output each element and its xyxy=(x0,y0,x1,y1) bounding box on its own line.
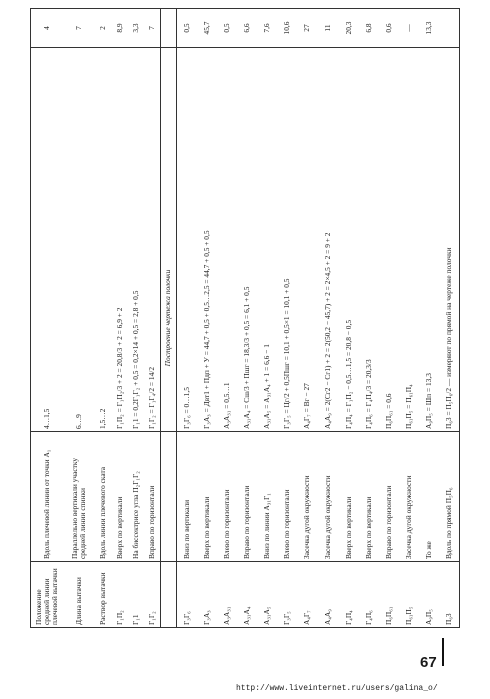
cell-formula: А₃₁А₅ = А₃₁А₄ + 1 = 6,6 − 1 xyxy=(261,344,271,429)
cell-value: — xyxy=(403,24,413,32)
cell-measure: А₄Г₇ xyxy=(301,610,311,625)
cell-direction: Вниз по линии А₃₁Г₁ xyxy=(261,493,271,559)
cell-measure: Положение средней линии плечевой вытачки xyxy=(33,568,60,625)
cell-value: 2 xyxy=(97,26,107,30)
cell-formula: А₄А₉ = 2(Сг2 − Сг1) + 2 = 2(50,2 − 45,7) + 2 = 2×4,5 + 2 = 9 + 2 xyxy=(322,232,332,429)
cell-direction: Засечка дугой окружности xyxy=(301,475,311,559)
cell-direction: На биссектрисе угла П₂Г₁Г₂ xyxy=(130,471,140,559)
cell-direction: Вверх по вертикали xyxy=(343,496,353,559)
cell-formula: Г₁Г₂ = Г₁Г₄/2 = 14/2 xyxy=(146,366,156,429)
cell-direction: Параллельно вертикали участку средней линии спинки xyxy=(69,457,87,559)
cell-direction: То же xyxy=(423,541,433,559)
cell-measure: Г₁Г₂ xyxy=(146,611,156,625)
cell-measure: Г₃Г₅ xyxy=(281,611,291,625)
cell-direction: Вправо по горизонтали xyxy=(146,485,156,559)
cell-value: 0,5 xyxy=(221,23,231,33)
table-row xyxy=(339,8,359,628)
cell-value: 45,7 xyxy=(201,21,211,35)
rotated-table-area xyxy=(30,8,460,628)
cell-measure: А₃А₃₁ xyxy=(221,606,231,625)
footer-url: http://www.liveinternet.ru/users/galina_o/ xyxy=(236,684,438,693)
cell-direction: Засечка дугой окружности xyxy=(322,475,332,559)
row-divider xyxy=(160,8,161,628)
cell-measure: Раствор вытачки xyxy=(97,572,107,625)
cell-formula: Г₃А₃ = Двт1 + Пдп + У = 44,7 + 0,5 + 0,5…2,5 = 44,7 + 0,5 + 0,5 xyxy=(201,230,211,429)
page-number-rule xyxy=(442,638,444,666)
cell-measure: Длина вытачки xyxy=(73,577,83,625)
construction-table xyxy=(30,8,460,628)
cell-measure: П₆3 xyxy=(443,613,453,625)
cell-measure: Г₁1 xyxy=(130,614,140,625)
cell-value xyxy=(439,8,459,48)
table-row xyxy=(439,8,459,628)
cell-formula: П₆П₆₁ = 0,6 xyxy=(383,393,393,429)
cell-value: 11 xyxy=(322,24,332,32)
cell-formula: Г₁1 = 0,2Г₁Г₂ + 0,5 = 0,2×14 + 0,5 = 2,8 + 0,5 xyxy=(130,290,140,429)
cell-direction: Вверх по вертикали xyxy=(114,496,124,559)
table-border-bottom xyxy=(459,8,460,628)
table-row xyxy=(177,8,197,628)
cell-measure: А₃₁А₄ xyxy=(241,606,251,625)
table-row xyxy=(419,8,439,628)
cell-measure: Г₃Г₆ xyxy=(181,611,191,625)
cell-measure: А₄А₉ xyxy=(322,609,332,625)
page-number: 67 xyxy=(420,654,437,671)
cell-value: 8,9 xyxy=(114,23,124,33)
table-row xyxy=(237,8,257,628)
cell-direction: Вверх по вертикали xyxy=(363,496,373,559)
cell-value: 13,3 xyxy=(423,21,433,35)
cell-value: 7 xyxy=(146,26,156,30)
cell-direction: Влево по горизонтали xyxy=(221,489,231,559)
cell-formula: А₃₁А₄ = Сш/3 + Пшг = 18,3/3 + 0,5 = 6,1 + 0,5 xyxy=(241,286,251,429)
cell-value: 4 xyxy=(41,26,51,30)
section-title: Построение чертежа полочки xyxy=(163,269,172,367)
cell-direction: Вправо по горизонтали xyxy=(383,485,393,559)
cell-measure: Г₄П₆ xyxy=(363,610,373,625)
cell-formula: П₆3 = П₅П₆/2 — измеряют по прямой на чертеже полочки xyxy=(443,247,453,429)
table-row xyxy=(317,8,339,628)
cell-measure: П₆₁П₅ xyxy=(403,606,413,625)
cell-measure: Г₄П₄ xyxy=(343,610,353,625)
table-row xyxy=(257,8,277,628)
table-row xyxy=(379,8,399,628)
cell-formula: Г₄П₆ = Г₄П₄/3 = 20,3/3 xyxy=(363,359,373,429)
table-row xyxy=(30,8,64,628)
cell-formula: А₄Г₇ = Вг − 27 xyxy=(301,383,311,429)
cell-measure: П₆П₆₁ xyxy=(383,606,393,625)
cell-formula: 6…9 xyxy=(73,414,83,429)
cell-formula: Г₁П₂ = Г₁П₂/3 + 2 = 20,8/3 + 2 = 6,9 + 2 xyxy=(114,307,124,429)
cell-direction: Вдоль по прямой П₅П₆ xyxy=(443,487,453,559)
table-row xyxy=(399,8,419,628)
table-row xyxy=(112,8,128,628)
cell-value: 20,3 xyxy=(343,21,353,35)
cell-formula: П₆₁П₅ = П₆₁П₄ xyxy=(403,384,413,429)
cell-direction: Вправо по горизонтали xyxy=(241,485,251,559)
table-row xyxy=(297,8,317,628)
cell-value: 7 xyxy=(73,26,83,30)
cell-measure: Г₃А₃ xyxy=(201,610,211,625)
cell-direction: Вдоль линии плечевого ската xyxy=(97,466,107,559)
table-row xyxy=(128,8,144,628)
cell-value: 10,6 xyxy=(281,21,291,35)
cell-formula: А₉П₅ = Шп = 13,3 xyxy=(423,373,433,429)
cell-value: 6,6 xyxy=(241,23,251,33)
cell-value: 27 xyxy=(301,24,311,32)
cell-measure: А₉П₅ xyxy=(423,609,433,625)
cell-formula: Г₄П₄ = Г₁П₂ − 0,5…1,5 = 20,8 − 0,5 xyxy=(343,319,353,429)
cell-value: 7,6 xyxy=(261,23,271,33)
cell-formula: 4…1,5 xyxy=(41,408,51,429)
cell-value: 0,5 xyxy=(181,23,191,33)
cell-direction: Вверх по вертикали xyxy=(201,496,211,559)
cell-formula: Г₃Г₅ = Цг/2 + 0,5Пшг = 10,1 + 0,5×1 = 10,1 + 0,5 xyxy=(281,278,291,429)
cell-value: 3,3 xyxy=(130,23,140,33)
cell-formula: 1,5…2 xyxy=(97,408,107,429)
cell-formula: А₃А₃₁ = 0,5…1 xyxy=(221,382,231,429)
cell-value: 0,6 xyxy=(383,23,393,33)
table-row xyxy=(277,8,297,628)
table-row xyxy=(359,8,379,628)
cell-measure: А₃₁А₅ xyxy=(261,606,271,625)
table-row xyxy=(144,8,160,628)
cell-direction: Вдоль плечевой линии от точки А₁ xyxy=(41,449,51,559)
cell-direction: Влево по горизонтали xyxy=(281,489,291,559)
cell-direction: Вниз по вертикали xyxy=(181,499,191,559)
table-row xyxy=(197,8,217,628)
table-row xyxy=(94,8,112,628)
table-row xyxy=(217,8,237,628)
table-row xyxy=(64,8,94,628)
cell-measure: Г₁П₂ xyxy=(114,610,124,625)
cell-direction: Засечка дугой окружности xyxy=(403,475,413,559)
cell-value: 6,8 xyxy=(363,23,373,33)
cell-formula: Г₃Г₆ = 0…1,5 xyxy=(181,387,191,429)
